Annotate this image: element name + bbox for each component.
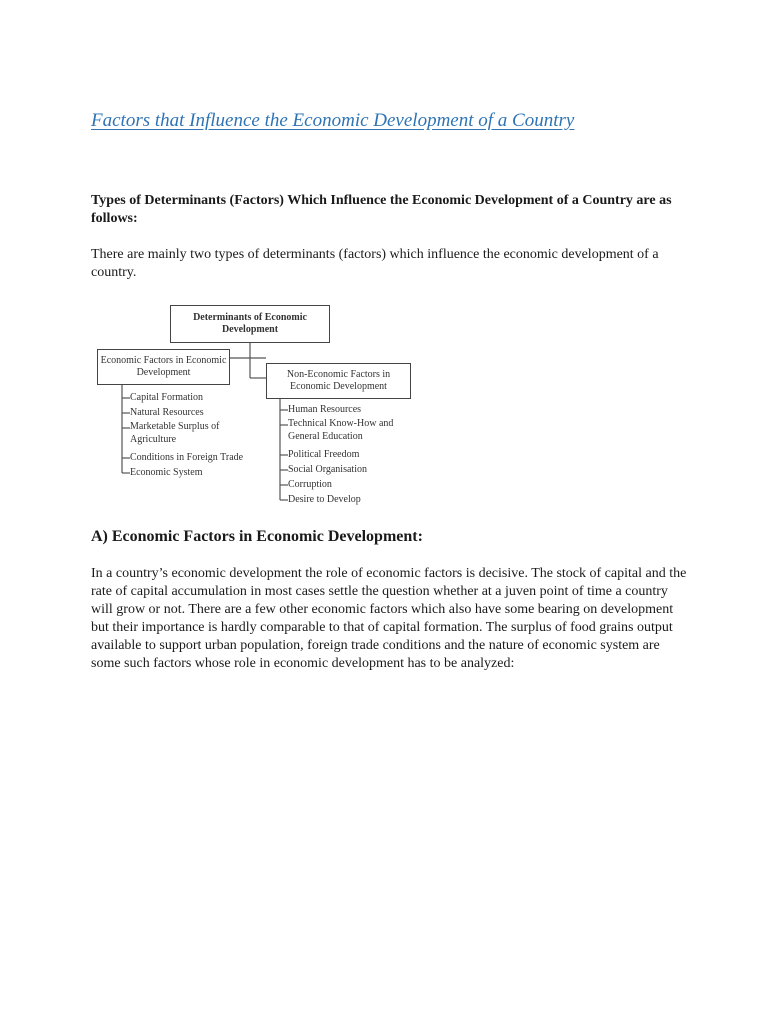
diagram-root-box: Determinants of Economic Development	[170, 305, 330, 343]
determinants-heading: Types of Determinants (Factors) Which Influence the Economic Development of a Country are as follows:	[91, 193, 672, 226]
economic-factor-list	[130, 390, 243, 480]
non-economic-factor-item: Corruption	[288, 479, 332, 490]
section-a-paragraph: In a country’s economic development the role of economic factors is decisive. The stock of capital and the rate of capital accumulation in most cases settle the question whether at a juven point of time a country will grow or not. There are a few other economic factors which also have some bearing on development but their importance is hardly comparable to that of capital formation. The surplus of food grains output available to support urban population, foreign trade conditions and the nature of economic system are some such factors whose role in economic development has to be analyzed:	[91, 566, 687, 671]
non-economic-factor-list	[288, 402, 408, 507]
economic-factor-item: Economic System	[130, 467, 203, 478]
non-economic-factor-item: Human Resources	[288, 404, 362, 415]
section-a-heading: A) Economic Factors in Economic Development:	[91, 528, 423, 545]
non-economic-factor-item: Desire to Develop	[288, 494, 361, 505]
intro-paragraph: There are mainly two types of determinants (factors) which influence the economic development of a country.	[91, 247, 659, 280]
non-economic-factor-item: Technical Know-How and General Education	[288, 418, 394, 442]
economic-factor-item: Natural Resources	[130, 407, 204, 418]
document-title: Factors that Influence the Economic Development of a Country	[91, 110, 575, 131]
non-economic-factor-item: Social Organisation	[288, 464, 367, 475]
diagram-economic-box: Economic Factors in Economic Development	[97, 349, 230, 385]
economic-factor-item: Capital Formation	[130, 392, 204, 403]
economic-factor-item: Conditions in Foreign Trade	[130, 452, 244, 463]
economic-factor-item: Marketable Surplus of Agriculture	[130, 421, 220, 445]
diagram-non-economic-box: Non-Economic Factors in Economic Development	[266, 363, 411, 399]
determinants-diagram	[90, 298, 420, 513]
non-economic-factor-item: Political Freedom	[288, 449, 360, 460]
